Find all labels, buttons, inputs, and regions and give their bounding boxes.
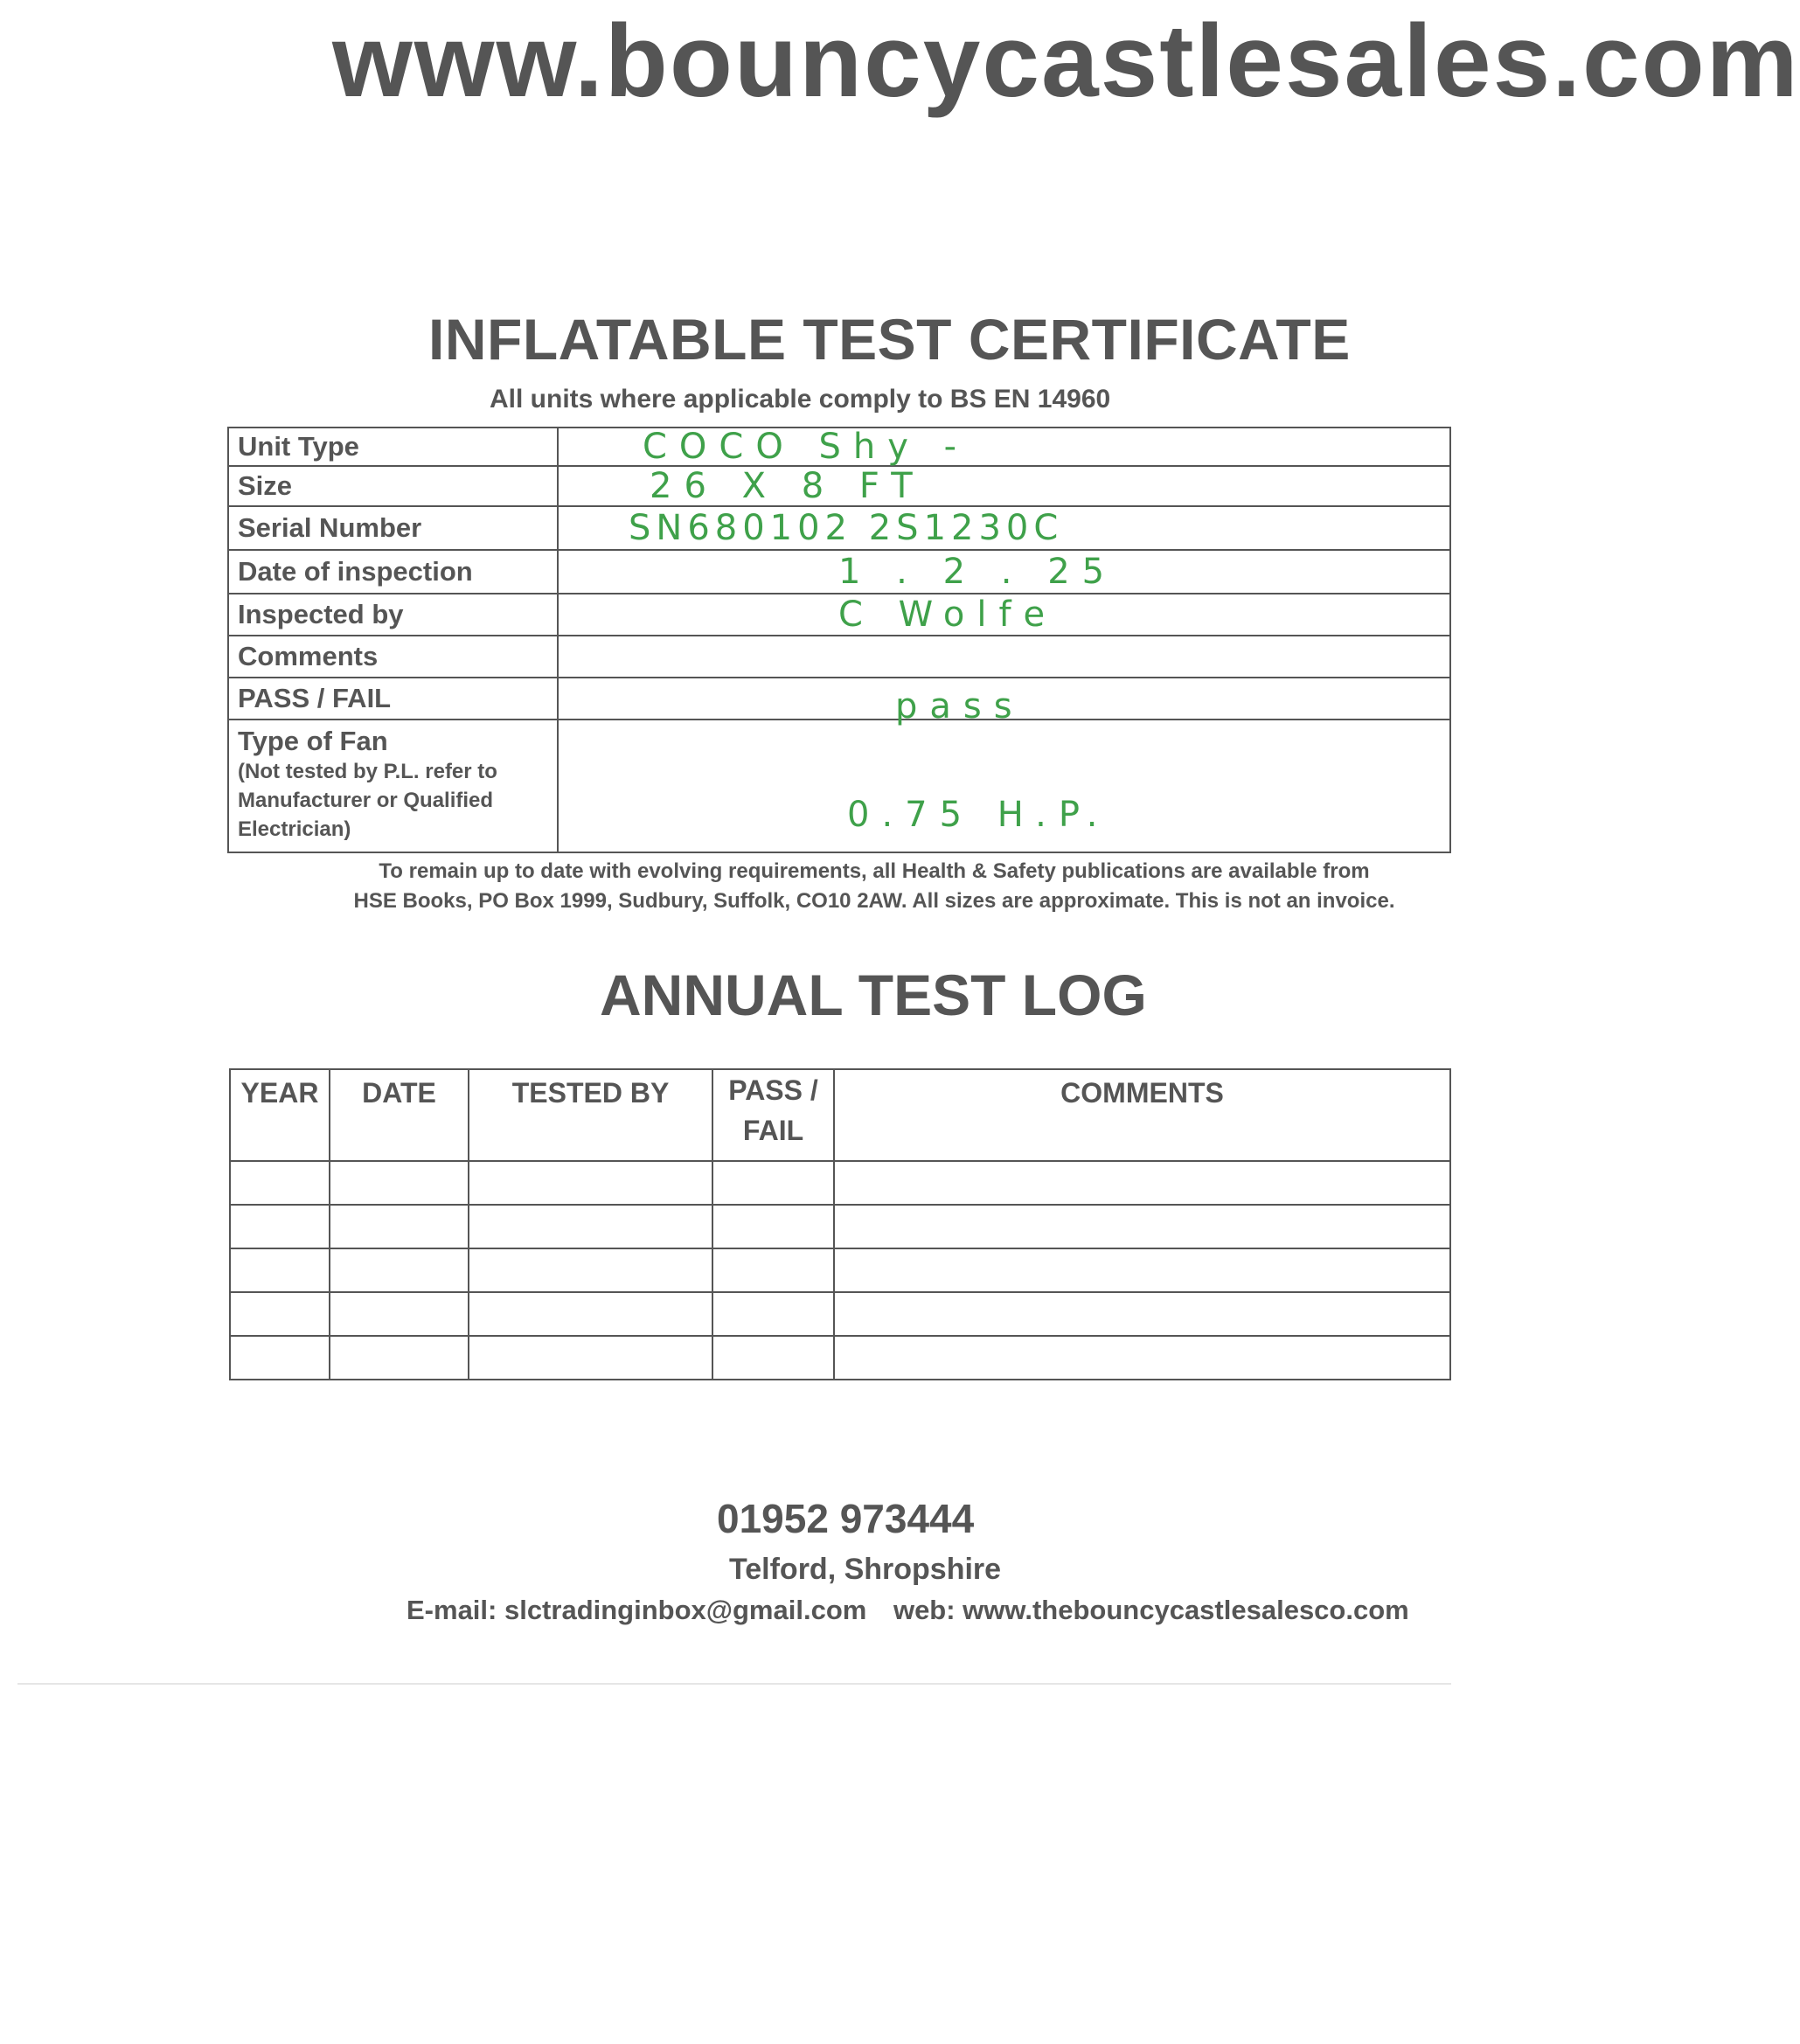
log-cell-comments [834, 1205, 1450, 1248]
log-header-row [230, 1069, 1450, 1161]
log-header-tested-by: TESTED BY [469, 1069, 712, 1161]
fine-print [350, 857, 1399, 916]
log-row [230, 1205, 1450, 1248]
log-row [230, 1161, 1450, 1205]
header-website-banner [332, 3, 1800, 122]
log-cell-comments [834, 1161, 1450, 1205]
log-header-date: DATE [330, 1069, 469, 1161]
fan-note: (Not tested by P.L. refer to Manufacturer or Qualified Electrician) [238, 760, 497, 841]
log-cell-tested-by [469, 1205, 712, 1248]
footer-phone: 01952 973444 [717, 1496, 975, 1541]
label-unit-type: Unit Type [228, 428, 558, 466]
row-unit-type [228, 428, 1450, 466]
row-date-of-inspection [228, 550, 1450, 594]
log-cell-year [230, 1205, 330, 1248]
log-cell-date [330, 1248, 469, 1292]
log-header-comments: COMMENTS [834, 1069, 1450, 1161]
log-cell-tested-by [469, 1292, 712, 1336]
label-cell-type-of-fan [228, 720, 558, 852]
log-cell-tested-by [469, 1336, 712, 1380]
footer-web: web: www.thebouncycastlesalesco.com [893, 1595, 1409, 1625]
log-cell-date [330, 1292, 469, 1336]
log-cell-pass-fail [712, 1292, 834, 1336]
value-serial-number: SN680102 2S1230C [629, 508, 1064, 548]
value-cell-date-of-inspection [558, 550, 1450, 594]
footer-email: E-mail: slctradinginbox@gmail.com [407, 1595, 867, 1625]
certificate-title: INFLATABLE TEST CERTIFICATE [428, 307, 1351, 372]
value-cell-pass-fail [558, 678, 1450, 727]
fine-print-line-2: HSE Books, PO Box 1999, Sudbury, Suffolk, CO10 2AW. All sizes are approximate. This is not an invoice. [353, 889, 1395, 913]
value-cell-size [558, 466, 1450, 506]
log-cell-pass-fail [712, 1336, 834, 1380]
log-cell-date [330, 1161, 469, 1205]
log-cell-pass-fail [712, 1161, 834, 1205]
value-inspected-by: C Wolfe [838, 594, 1058, 635]
value-size: 26 X 8 FT [650, 466, 925, 506]
log-row [230, 1336, 1450, 1380]
footer-location: Telford, Shropshire [729, 1553, 1002, 1586]
log-cell-tested-by [469, 1161, 712, 1205]
row-size [228, 466, 1450, 506]
row-pass-fail [228, 678, 1450, 720]
log-row [230, 1248, 1450, 1292]
footer-contact [407, 1595, 1409, 1626]
value-type-of-fan: 0.75 H.P. [847, 795, 1110, 835]
log-header-year: YEAR [230, 1069, 330, 1161]
value-cell-comments [558, 636, 1450, 678]
log-cell-year [230, 1292, 330, 1336]
log-cell-date [330, 1205, 469, 1248]
row-inspected-by [228, 594, 1450, 636]
label-size: Size [228, 466, 558, 506]
header-website-text: www.bouncycastlesales.com [332, 3, 1800, 119]
log-cell-year [230, 1161, 330, 1205]
log-cell-pass-fail [712, 1205, 834, 1248]
log-header-pass-fail: PASS / FAIL [712, 1069, 834, 1161]
value-cell-inspected-by [558, 594, 1450, 636]
label-date-of-inspection: Date of inspection [228, 550, 558, 594]
log-cell-comments [834, 1292, 1450, 1336]
value-cell-unit-type [558, 428, 1450, 466]
label-pass-fail: PASS / FAIL [228, 678, 558, 720]
annual-test-log-table [229, 1068, 1451, 1380]
value-unit-type: COCO Shy - [643, 427, 969, 467]
label-serial-number: Serial Number [228, 506, 558, 550]
value-cell-serial-number [558, 506, 1450, 550]
value-date-of-inspection: 1 . 2 . 25 [838, 552, 1117, 592]
log-cell-year [230, 1336, 330, 1380]
label-inspected-by: Inspected by [228, 594, 558, 636]
label-type-of-fan: Type of Fan [238, 726, 388, 756]
log-cell-year [230, 1248, 330, 1292]
value-pass-fail: pass [895, 686, 1025, 727]
log-cell-tested-by [469, 1248, 712, 1292]
annual-test-log-title: ANNUAL TEST LOG [600, 963, 1147, 1027]
value-cell-type-of-fan [558, 720, 1450, 852]
row-type-of-fan [228, 720, 1450, 852]
certificate-subtitle: All units where applicable comply to BS EN 14960 [490, 385, 1111, 414]
log-cell-comments [834, 1336, 1450, 1380]
row-comments [228, 636, 1450, 678]
fine-print-line-1: To remain up to date with evolving requirements, all Health & Safety publications are available from [379, 859, 1370, 883]
log-row [230, 1292, 1450, 1336]
row-serial-number [228, 506, 1450, 550]
label-comments: Comments [228, 636, 558, 678]
log-cell-date [330, 1336, 469, 1380]
scan-edge-line [17, 1683, 1451, 1685]
log-cell-pass-fail [712, 1248, 834, 1292]
certificate-table [227, 427, 1451, 853]
log-cell-comments [834, 1248, 1450, 1292]
